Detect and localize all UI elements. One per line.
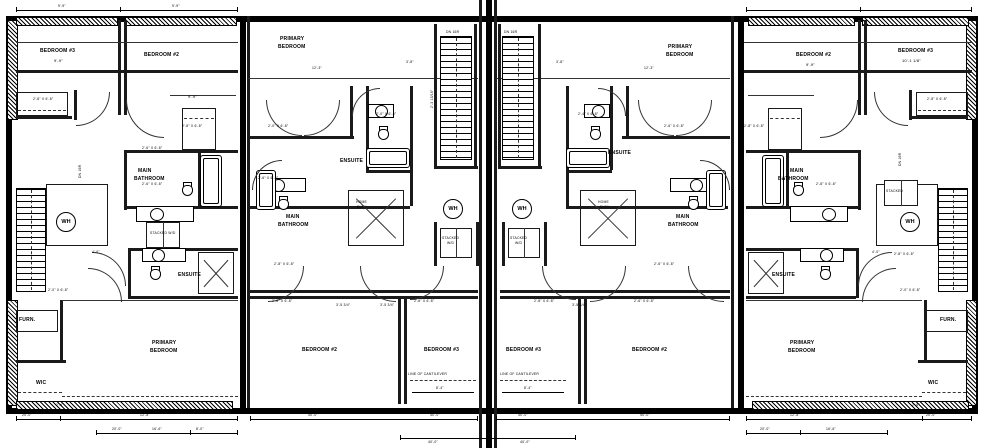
top-dim-tick-2 [120,7,121,12]
u3-bed2-label: BEDROOM #2 [632,347,668,353]
bot-dim-line-6 [746,433,888,434]
bot-dim-6: 40'-0" [640,413,650,417]
bot-tick-11 [96,430,97,435]
u4-corridor-wall-top [744,70,972,73]
u4-bath-toilet [793,182,802,194]
wall-hatch-bot-u4 [752,401,969,410]
u4-bed2-label: BEDROOM #2 [796,52,832,58]
bot-tick-9 [922,416,923,421]
center-tick-1 [400,435,401,440]
top-dim-tick-4 [746,7,747,12]
u4-wic-rod [922,392,966,393]
u4-primary-cant [746,396,922,397]
party-wall-3-inner [731,16,734,408]
u3-stair-wall-b [498,166,542,169]
bot-tick-3 [237,416,238,421]
u4-bed3-closet [916,92,968,116]
u3-stair-wall-r [538,24,541,168]
u1-mainbath-label: MAIN [138,168,152,174]
u1-bed2-door [126,100,164,138]
u2-primary-door [266,100,302,136]
u3-cant-dim [502,392,564,393]
u4-wic-label: WIC [928,380,939,386]
top-dim-tick-6 [971,7,972,12]
u2-wd-split [456,228,457,258]
u3-primary-wall-b [622,136,730,139]
u2-door-tag-3: 2'-8" X 6'-8" [274,262,295,266]
u1-stair-arrow [31,190,32,290]
u3-dim-top2: 3'-8" [556,60,564,64]
wall-hatch-top-u4 [748,17,855,26]
u3-bed3-door-b [542,266,576,300]
u4-bed2-closet-rod [770,118,800,119]
u3-ensuite-door [598,88,626,116]
u3-ensuite-wall-b [566,170,612,173]
u4-bath-sink [822,208,836,221]
u1-mech-chase [46,184,108,246]
bot-dim-line-3 [496,419,730,420]
u1-bed2-closet [182,108,216,150]
u3-door-tag-2: 2'-6" X 6'-8" [664,124,685,128]
bot-tick-12 [190,430,191,435]
u4-bath-wall-top [800,150,860,153]
u2-ensuite-wall-r [410,86,413,206]
bot-tick-4 [250,416,251,421]
u4-bed2-closet-wall [746,150,808,153]
u1-door-tag-4: 2'-6" X 6'-8" [142,182,163,186]
u4-water-heater[interactable] [900,212,920,232]
u1-water-heater-label: WH [61,219,71,225]
u4-mainbath-label2: BATHROOM [778,176,809,182]
u1-wd-split [163,222,164,248]
u4-wd-label: STACKED [886,189,904,193]
u2-wd-label2: W/D [447,241,455,245]
bot-dim-8: 20'-0" [926,413,936,417]
u1-bed2-closet-wall [176,150,238,153]
u2-cant-dim-label: 8'-4" [436,386,444,390]
u3-wd-split [524,228,525,258]
center-tick-3 [575,435,576,440]
u3-ensuite-tub [566,148,610,168]
u4-primary-label2: BEDROOM [788,348,816,354]
bot-dim-4: 40'-0" [430,413,440,417]
u2-elev-label2: ELEV. [357,205,368,209]
bot-dim-line-2 [250,419,478,420]
u4-ensuite-toilet [820,266,829,278]
bot-dim-13: 16'-6" [826,427,836,431]
u3-bed-divider [578,296,581,404]
u3-bed-divider2 [584,296,587,404]
bot-tick-8 [746,416,747,421]
u2-water-heater-label: WH [448,206,458,212]
u4-bedroom-divider-b [864,20,867,115]
u1-wic-label: WIC [36,380,47,386]
u2-water-heater[interactable] [443,199,463,219]
bot-dim-line-5 [96,433,238,434]
u3-stair-arrow [518,38,519,158]
u4-mainbath-label: MAIN [790,168,804,174]
bot-tick-2 [60,416,61,421]
u3-cant-line [500,380,566,381]
u1-bed2-dim-a [170,95,236,96]
u3-mainbath-label2: BATHROOM [668,222,699,228]
u1-wic-rod [18,392,62,393]
bot-dim-2: 12'-8" [140,413,150,417]
wall-hatch-top-u4b [862,17,969,26]
top-dim-line-r [746,10,972,11]
u2-door-tag-7: 3'-5 3/4" [380,303,395,307]
center-dim-1: 40'-0" [428,440,438,444]
u1-ensuite-label: ENSUITE [178,272,202,278]
u1-ref-line-1 [16,42,238,43]
bot-dim-line-4 [746,419,972,420]
u4-ensuite-wall-bot [746,296,856,299]
u4-bed2-closet [768,108,802,150]
u3-door-tag-4: 2'-8" X 6'-8" [534,299,555,303]
bot-tick-14 [746,430,747,435]
u3-primary-door [676,100,712,136]
u4-bed3-door-jamb [909,90,912,120]
bot-dim-10: 16'-6" [152,427,162,431]
u2-wd-label: STACKED [442,236,460,240]
u1-primary-label: PRIMARY [152,340,177,346]
u3-door-tag-5: 3'-5 3/4" [572,303,587,307]
u1-water-heater[interactable] [56,212,76,232]
u3-stair-wall-l [498,24,501,168]
u2-ensuite-tub [366,148,410,168]
u1-bed3-closet-wall [16,116,72,119]
u4-bath-wall-right [858,150,861,210]
u3-bed3-label: BEDROOM #3 [506,347,542,353]
u2-mainbath-label: MAIN [286,214,300,220]
u1-bed3-closet-rod [18,110,66,111]
u4-primary-ref [746,300,922,301]
u2-bath-door [252,160,282,190]
u2-stair-wall-l [434,24,437,168]
bot-dim-3: 40'-0" [308,413,318,417]
bot-dim-7: 12'-8" [790,413,800,417]
u1-bath-sink [150,208,164,221]
u2-mainbath-label2: BATHROOM [278,222,309,228]
u3-ensuite-wall-l [566,86,569,206]
wall-hatch-top-u1b [125,17,237,26]
u3-door-tag-3: 2'-6" X 6'-8" [654,262,675,266]
party-wall-1 [240,16,246,414]
u2-primary-label2: BEDROOM [278,44,306,50]
top-dim-tick-5 [860,7,861,12]
u1-bed2-closet-rod [184,118,214,119]
u4-ensuite-label: ENSUITE [772,272,796,278]
bot-dim-11: 8'-0" [196,427,204,431]
bot-tick-16 [887,430,888,435]
u1-wd-label: STACKED W/D [150,231,176,235]
u2-bath-toilet [278,196,287,208]
u1-bed3-dim: 9'-9" [54,58,63,63]
u4-bed2-door [820,100,858,138]
u3-ensuite-label: ENSUITE [608,150,632,156]
u2-door-tag-2: 2'-6" X 6'-8" [258,176,279,180]
bot-tick-7 [729,416,730,421]
center-dim-2: 40'-0" [520,440,530,444]
u4-bed3-dim: 10'-1 1/8" [902,58,921,63]
u4-ensuite-wall-right [856,248,859,298]
u1-bed3-label: BEDROOM #3 [40,48,76,54]
u2-bed3-label: BEDROOM #3 [424,347,460,353]
u1-furn-label: FURN. [19,317,36,323]
bot-tick-5 [477,416,478,421]
u2-door-tag-4: 2'-8" X 6'-8" [272,299,293,303]
bot-dim-5: 40'-0" [518,413,528,417]
u4-dim-40: 4'-0" [872,250,880,254]
u2-dim-top2: 3'-8" [406,60,414,64]
u2-cant-label: LINE OF CANTILEVER [408,372,448,376]
u4-door-tag-5: 2'-0" X 6'-8" [900,288,921,292]
u4-ref-line-1 [744,42,972,43]
top-dim-tick-1 [16,7,17,12]
u2-bed3-door-b [410,266,444,300]
u4-wd-split [901,180,902,206]
u2-stair-wall-r [474,24,477,168]
u3-water-heater-label: WH [517,206,527,212]
u3-mainbath-label: MAIN [676,214,690,220]
u1-bath-wall-left [124,150,127,210]
u3-wd-label: STACKED [510,236,528,240]
u2-door-tag-1: 2'-0" X 6'-8" [268,124,289,128]
party-wall-center-inner-right [494,0,497,448]
u3-bath-toilet [688,196,697,208]
u1-bedroom-divider [118,20,121,115]
center-tick-2 [487,435,488,440]
u2-wd-wall-r [476,222,479,266]
u2-bed-divider2 [404,296,407,404]
u1-ensuite-wall-left [128,248,131,298]
u1-door-tag-3: 2'-6" X 6'-8" [142,146,163,150]
u4-ensuite-sink [820,249,833,262]
u3-door-tag-1: 2'-4" X 6'-8" [578,112,599,116]
u3-dn-label: DN 16R [504,30,518,34]
u1-bath-wall-top [124,150,184,153]
u1-bath-vanity [136,206,194,222]
u3-bath-door [700,160,730,190]
bot-dim-9: 20'-0" [112,427,122,431]
u1-bed2-dim: 9'-9" [188,94,197,99]
u2-ensuite-wall-b [366,170,412,173]
u2-stair-arrow [456,38,457,158]
u3-cant-dim-label: 8'-4" [524,386,532,390]
u1-mainbath-label2: BATHROOM [134,176,165,182]
u2-door-tag-8: 2'-8" X 6'-8" [414,299,435,303]
bot-tick-13 [237,430,238,435]
u4-stair-arrow [953,190,954,290]
u3-primary-label2: BEDROOM [666,52,694,58]
u1-dn-label: DN 16R [78,164,82,178]
u2-bed-divider [398,296,401,404]
u3-water-heater[interactable] [512,199,532,219]
u1-bath-toilet [182,182,191,194]
top-dim-1: 9'-9" [58,4,66,8]
u2-dim-stair: 2'-3 13/16" [430,89,434,108]
u1-primary-ref [62,300,238,301]
u1-ensuite-sink [152,249,165,262]
u1-bed3-closet [16,92,68,116]
bot-dim-line-1 [16,419,238,420]
u4-bed3-label: BEDROOM #3 [898,48,934,54]
u1-door-tag-2: 2'-8" X 6'-8" [182,124,203,128]
u3-ensuite-toilet [590,126,599,138]
u1-primary-wall [60,300,63,360]
u4-door-tag-2: 2'-8" X 6'-8" [744,124,765,128]
u4-primary-label: PRIMARY [790,340,815,346]
u4-bed3-closet-rod [918,110,966,111]
u1-wic-wall [16,360,66,363]
u1-door-tag-5: 2'-0" X 6'-8" [48,288,69,292]
bot-tick-15 [800,430,801,435]
u2-dim-top: 12'-3" [312,66,322,70]
u2-door-tag-5: 2'-0" X 6'-8" [376,112,397,116]
u3-wd-label2: W/D [515,241,523,245]
u2-ensuite-label: ENSUITE [340,158,364,164]
top-dim-2: 9'-9" [172,4,180,8]
u2-cant-line [410,380,476,381]
u3-dim-top: 12'-3" [644,66,654,70]
u1-bed3-door [76,92,110,126]
u1-ensuite-toilet [150,266,159,278]
u1-bed2-label: BEDROOM #2 [144,52,180,58]
u2-wd-wall-l [434,222,437,266]
u4-bed3-closet-wall [912,116,968,119]
u3-wd-wall-r [544,222,547,266]
center-dim-line [400,438,576,439]
bot-dim-1: 20'-0" [22,413,32,417]
u3-cant-label: LINE OF CANTILEVER [500,372,540,376]
u2-bed2-label: BEDROOM #2 [302,347,338,353]
u4-door-tag-3: 2'-8" X 6'-8" [816,182,837,186]
u2-primary-label: PRIMARY [280,36,305,42]
u2-cant-dim [412,392,474,393]
top-dim-tick-3 [237,7,238,12]
u1-corridor-wall-top [16,70,238,73]
u2-primary-wall-b [250,136,354,139]
u1-primary-label2: BEDROOM [150,348,178,354]
bot-tick-10 [971,416,972,421]
u4-door-tag-1: 2'-8" X 6'-8" [927,97,948,101]
u3-elev-label2: ELEV. [600,205,611,209]
party-wall-3 [738,16,744,414]
u2-stair-wall-b [434,166,478,169]
party-wall-1-inner [247,16,250,408]
u3-primary-wall-l [626,86,629,136]
u1-bed3-door-jamb [74,90,77,120]
u1-primary-cant [62,396,238,397]
bot-tick-1 [16,416,17,421]
u1-bathtub [200,155,222,207]
u3-primary-door2 [638,100,674,136]
top-dim-line [16,10,238,11]
u4-water-heater-label: WH [905,219,915,225]
u3-primary-label: PRIMARY [668,44,693,50]
u1-ensuite-wall-bot [128,296,238,299]
u4-wic-wall [918,360,968,363]
party-wall-center-inner-left [479,0,482,448]
u4-dn-label: DN 16R [898,152,902,166]
u4-door-tag-4: 2'-8" X 6'-8" [894,252,915,256]
u2-dn-label: DN 16R [446,30,460,34]
u1-door-tag-1: 2'-8" X 6'-8" [33,97,54,101]
u4-bedroom-divider [858,20,861,115]
wall-hatch-bot-u1 [16,401,233,410]
bot-tick-6 [496,416,497,421]
u2-door-tag-6: 3'-5 3/4" [336,303,351,307]
u4-dim-26: 2'-6" [912,403,920,407]
u3-wd-wall-l [502,222,505,266]
party-wall-center [486,0,492,448]
u2-elev-label: HOME [356,200,367,204]
u4-bed2-dim: 9'-9" [806,62,815,67]
u4-bed3-door [874,92,908,126]
u4-furn-label: FURN. [940,317,957,323]
u2-ensuite-toilet [378,126,387,138]
u4-bed2-dim-a [748,95,814,96]
u3-door-tag-6: 2'-6" X 6'-8" [634,299,655,303]
u1-dim-40: 4'-0" [92,250,100,254]
bot-dim-12: 20'-0" [760,427,770,431]
u2-primary-door2 [304,100,340,136]
wall-hatch-top-u1 [16,17,118,26]
u4-bath-vanity [790,206,848,222]
u3-elev-label: HOME [598,200,609,204]
u1-dim-26: 2'-6" [56,403,64,407]
